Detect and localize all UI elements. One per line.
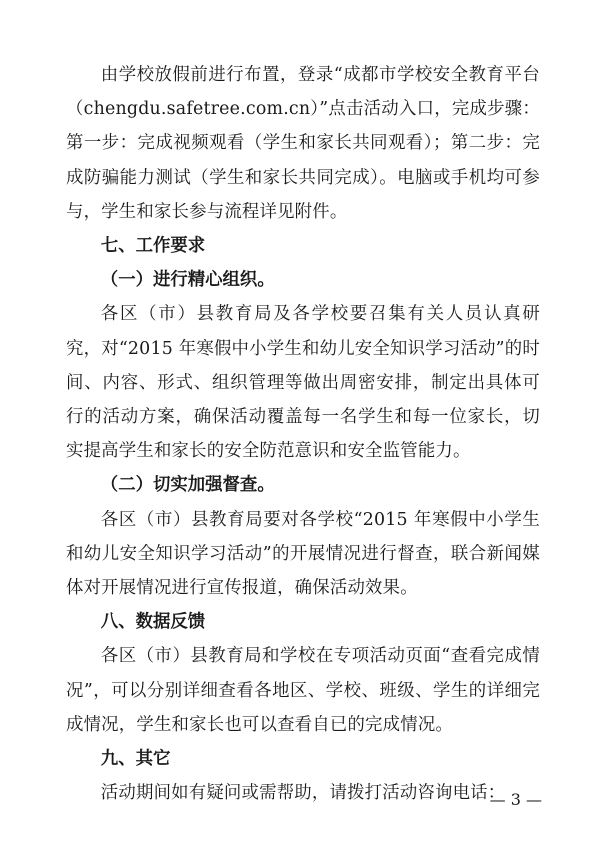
heading-data-feedback: 八、数据反馈 — [100, 612, 206, 633]
subheading-organize: （一）进行精心组织。 — [100, 270, 275, 291]
paragraph-organize: 各区（市）县教育局及各学校要召集有关人员认真研究，对“2015 年寒假中小学生和幼儿安全知识学习活动”的时间、内容、形式、组织管理等做出周密安排，制定出具体可行的活动方案，确保活动覆盖每一名学生和每一位家长，切实提高学生和家长的安全防范意识和安全监管能力。 — [66, 304, 540, 462]
paragraph-supervision: 各区（市）县教育局要对各学校“2015 年寒假中小学生和幼儿安全知识学习活动”的开展情况进行督查，联合新闻媒体对开展情况进行宣传报道，确保活动效果。 — [66, 509, 540, 599]
document-body — [66, 58, 540, 810]
heading-work-requirements: 七、工作要求 — [100, 236, 206, 257]
heading-other: 九、其它 — [100, 749, 171, 770]
page-number: — 3 — — [489, 790, 542, 809]
paragraph-data-feedback: 各区（市）县教育局和学校在专项活动页面“查看完成情况”，可以分别详细查看各地区、学校、班级、学生的详细完成情况，学生和家长也可以查看自已的完成情况。 — [66, 646, 540, 735]
subheading-supervision: （二）切实加强督查。 — [100, 475, 275, 496]
paragraph-login-instructions: 由学校放假前进行布置，登录“成都市学校安全教育平台（chengdu.safetree.com.cn）”点击活动入口，完成步骤：第一步：完成视频观看（学生和家长共同观看）；第二步：完成防骗能力测试（学生和家长共同完成）。电脑或手机均可参与，学生和家长参与流程详见附件。 — [66, 65, 540, 222]
paragraph-contact: 活动期间如有疑问或需帮助，请拨打活动咨询电话： — [100, 783, 506, 804]
